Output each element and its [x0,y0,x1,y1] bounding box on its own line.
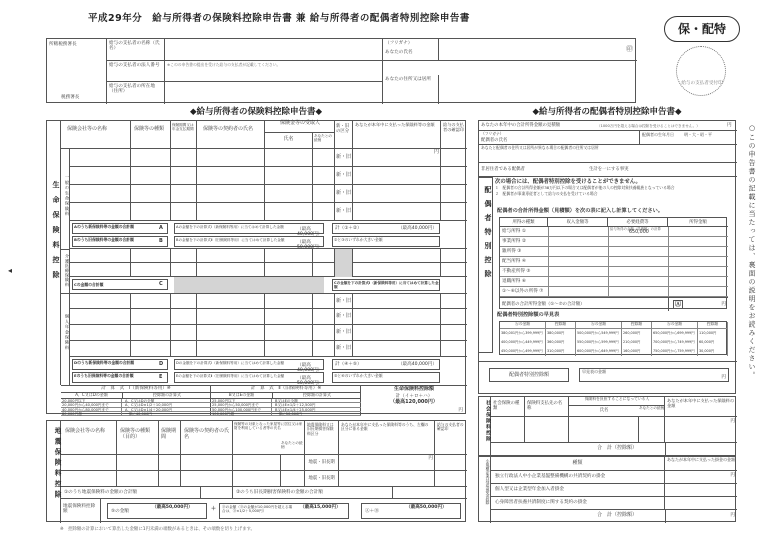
formula-calc: A、C又はD×1/4＋20,000円 [125,407,173,412]
table-row[interactable] [70,263,467,277]
income-kind-row[interactable] [500,277,728,287]
formula-amount: 50,000円から100,000円まで [212,408,272,412]
table-row[interactable]: 新・旧 [70,309,467,325]
general-entry-rows [70,149,467,221]
formula-calc: B又はE×1/4＋25,000円 [275,407,316,412]
income-kind-label: 事業所得 ② [502,239,526,244]
income-kind-row[interactable] [500,267,728,277]
formula-calc: 一律に50,000円 [275,411,302,416]
life-insurance-block [46,120,466,414]
table-row[interactable]: 独立行政法人中小企業基盤整備機構の共済契約の掛金 円 [491,471,737,484]
quick-table-cell: 700,000円から749,999円 [652,338,698,347]
quick-table-col: 控除額 [698,322,728,329]
income-kind-label: 給与所得 ① [502,229,526,234]
quick-table-cell: 30,000円 [698,347,728,356]
formula-amount: 25,000円から50,000円まで [212,403,272,407]
your-name-label: （フリガナ） あなたの氏名 [383,39,439,61]
table-row[interactable]: 新・旧 [70,203,467,221]
quick-table-cell: 210,000円 [622,338,652,347]
table-row[interactable]: 地震・旧長期 [61,471,467,487]
your-addr-label: あなたの住所又は居所 [383,75,439,104]
small-enterprise-block: 小規模企業共済等掛金控除 種類 あなたが本年中に支払った掛金の金額 独立行政法人中小企業基盤整備機構の共済契約の掛金 円 個人型又は企業型年金加入者掛金 心身障害者扶養共済制度に関する契約の掛金 合 計（控除額） 円 [478,456,736,522]
payer-addr-field[interactable] [165,82,383,104]
income-kind-row[interactable] [500,247,728,257]
quick-table-col: Ⓐの金額 [500,322,546,329]
quick-table-cell: 400,000円から449,999円 [500,338,546,347]
table-row[interactable]: 新・旧 [70,341,467,357]
quick-table-col: 控除額 [546,322,576,329]
your-addr-field[interactable] [439,75,637,104]
quick-table-col: 控除額 [622,322,652,329]
quick-table-cell: 360,000円 [546,338,576,347]
spouse-side-label: 配偶者特別控除 [479,177,493,353]
quick-table-header [500,322,728,329]
income-kind-row[interactable] [500,287,728,297]
spouse-block: 配偶者特別控除 あなたの本年中の合計所得金額の見積額 （1000万円を超える場合は控除を受けることはできません。） 円 （フリガナ） 配偶者の氏名 配偶者の生年月日 明・大・昭・平 あなたと配偶者の住所又は居所が異なる場合の配偶者の住所又は居所 非居住者である配偶者 生計を一にする事実 次の場合には、配偶者特別控除を受けることができません。 １ 配偶者の合計所得金額が38万円以下の場合又は配偶者が他の人の控除対象扶養親族となっている場合 ２ 配偶者が事業専従者として給与の支払を受けている場合 配偶者の合計所得金額（見積額）を次の表に記入し計算してください。 所得の種類 収入金額等 必要経費等 所得金額 給与所得 ① 給与所得の金額（見積額）の計算 650,000 事業所得 ② 雑所得 ③ 配当所得 ④ 不動産所得 ⑤ 退職所得 ⑥ ①～⑥以外の所得 ⑦ 配偶者の合計所得金額（①～⑦の合計額） Ⓐ 円 配偶者特別控除額の早見表 Ⓐの金額 控除額 Ⓐの金額 控除額 Ⓐの金額 控除額 380,001円から399,999円 380,000円 500,000円から549,999円 260,000円 650,000円から699,999円 110,000円 400,000円から449,999円 360,000円 550,000円から599,999円 210,000円 700,000円から749,999円 60,000円 450,000円から499,999円 310,000円 600,000円から649,999円 160,000円 750,000円から759,999円 30,000円 配偶者特別控除額 早見表の金額 円 [478,120,736,394]
quick-table-cell: 260,000円 [622,329,652,338]
general-life-label: 一般の生命保険料 [61,149,70,249]
formula-calc: B又はEの全額 [275,399,298,403]
table-row[interactable]: 新・旧 [70,325,467,341]
quick-table-cell: 110,000円 [698,329,728,338]
quick-table-cell: 750,000円から759,999円 [652,347,698,356]
care-label: 介護医療保険料 [61,249,70,293]
payer-addr-label: 給与の支払者の所在地（住所） [107,82,165,104]
quake-total-row: 地震保険料控除額 ⑤の金額 （最高50,000円） ＋ Ⓓの金額（Ⓓの金額が10,000円を超える場合は、Ⓓ×1/2＋5,000円） （最高15,000円） Ⓐ＋Ⓑ （最高50,000円） [61,499,467,523]
life-header-row: 保険会社等の名称 保険等の種類 保険期間又は年金支払期間 保険等の契約者の氏名 保険金等の受取人 氏名 あなたとの続柄 新・旧の区分 あなたが本年中に支払った保険料等の金額 給与の支払者の確認印 [61,121,467,149]
table-row[interactable]: 新・旧 円 [70,149,467,167]
formula-amount: 25,000円以下 [212,399,272,403]
social-insurance-block: 社会保険料控除 社会保険の種類 保険料支払先の名称 保険料を負担することになっている人 氏名 あなたとの続柄 あなたが本年中に支払った保険料の金額 円 合 計（控除額） [478,396,736,456]
income-kind-row[interactable] [500,227,728,237]
income-kind-label: 不動産所得 ⑤ [502,269,531,274]
salary-value: 650,000 [629,230,649,235]
quick-table-cell: 450,000円から499,999円 [500,347,546,356]
reception-stamp: 給与の支払者受付印 [676,46,726,96]
life-total: 生命保険料控除額 計（イ＋ロ＋ハ） （最高120,000円） 円 [390,386,463,413]
quake-side-label: 地震保険料控除 [47,421,61,523]
income-kind-label: ①～⑥以外の所得 ⑦ [502,289,544,294]
tax-office-cell: 所轄税務署長 税務署長 [47,39,107,104]
formula-calc: B又はE×1/2＋12,500円 [275,403,316,408]
formula-amount: 20,000円から40,000円まで [62,403,122,407]
payer-corp-field[interactable]: ※このの申告書の提出を受けた給与の支払者が記載してください。 [165,61,383,82]
table-row[interactable]: 心身障害者扶養共済制度に関する契約の掛金 [491,497,737,510]
table-row[interactable]: 新・旧 [70,293,467,309]
income-table: 所得の種類 収入金額等 必要経費等 所得金額 給与所得 ① 給与所得の金額（見積額）の計算 650,000 事業所得 ② 雑所得 ③ 配当所得 ④ 不動産所得 ⑤ 退職所得 ⑥ ①～⑥以外の所得 ⑦ 配偶者の合計所得金額（①～⑦の合計額） Ⓐ 円 [499,217,727,309]
form-title: 平成29年分 給与所得者の保険料控除申告書 兼 給与所得者の配偶者特別控除申告書 [88,13,470,24]
life-side-label: 生命保険料控除 [47,121,61,385]
income-kind-label: 退職所得 ⑥ [502,279,526,284]
formula-row [211,412,361,416]
quick-table-cell: 600,000円から649,999円 [576,347,622,356]
quick-table-cell: 550,000円から599,999円 [576,338,622,347]
your-name-field[interactable] [439,39,637,61]
table-row[interactable] [70,249,467,263]
spouse-section-title: ◆給与所得者の配偶者特別控除申告書◆ [532,107,682,117]
quick-table-cell: 160,000円 [622,347,652,356]
table-row[interactable]: 新・旧 [70,167,467,185]
payer-name-field[interactable] [165,39,383,61]
seal-mark: ㊞ [626,45,633,53]
quick-table-cell: 60,000円 [698,338,728,347]
quick-table-cell: 650,000円から699,999円 [652,329,698,338]
formula-calc: A、C又はD×1/2＋10,000円 [125,403,173,408]
table-row[interactable]: 円 [491,417,737,443]
quick-table-cell: 310,000円 [546,347,576,356]
quick-table-col: Ⓐの金額 [652,322,698,329]
formula-calc: 一律に40,000円 [125,411,152,416]
formula-block: 計 算 式 Ⅰ（新保険料等用）※ A、C又はDの金額 控除額の計算式 20,000円以下 A、C又はDの全額 20,000円から40,000円まで A、C又はD×1/2＋10,000円 40,000円から80,000円まで A、C又はD×1/4＋20,000円 80,000円超 一律に40,000円 計 算 式 Ⅱ（旧保険料等用）※ B又はEの金額 控除額の計算式 25,000円以下 B又はEの全額 25,000円から50,000円まで B又はE×1/2＋12,500円 50,000円から100,000円まで B又はE×1/4＋25,000円 100,000円超 一律に50,000円 生命保険料控除額 計（イ＋ロ＋ハ） （最高120,000円） 円 [61,385,467,415]
income-kind-label: 雑所得 ③ [502,249,522,254]
general-subtotal: Aのうち新保険料等の金額の合計額 A Bのうち旧保険料等の金額の合計額 B Aの金額を下の計算式Ⅰ（新保険料等用）に当てはめて計算した金額 （最高40,000円） Bの金額を下の計算式Ⅱ（旧保険料等用）に当てはめて計算した金額 （最高50,000円） 計（①＋②） （最高40,000円） ②と③のいずれか大きい金額 [70,221,467,249]
formula-amount: 80,000円超 [62,412,122,416]
payer-name-label: 給与の支払者の名称（氏名） [107,39,165,61]
salary-note: 給与所得の金額（見積額）の計算 [610,227,661,231]
table-row[interactable]: 個人型又は企業型年金加入者掛金 [491,484,737,497]
insurance-section-title: ◆給与所得者の保険料控除申告書◆ [189,107,323,117]
formula-row [61,412,211,416]
spouse-conditions: 次の場合には、配偶者特別控除を受けることができません。 １ 配偶者の合計所得金額が38万円以下の場合又は配偶者が他の人の控除対象扶養親族となっている場合 ２ 配偶者が事業専従者として給与の支払を受けている場合 [495,179,675,196]
income-kind-row[interactable] [500,237,728,247]
pension-rows: 新・旧 新・旧 新・旧 新・旧 Dのうち新保険料等の金額の合計額 D Eのうち旧保険料等の金額の合計額 E Dの金額を下の計算式Ⅰ（新保険料等用）に当てはめて計算した金額 （最高40,000円） Eの金額を下の計算式Ⅱ（旧保険料等用）に当てはめて計算した金額 （最高50,000円） 計（④＋⑤） （最高40,000円） ⑤と⑥のいずれか大きい金額 [70,293,467,385]
formula-amount: 100,000円超 [212,412,272,416]
side-note: ○この申告書の記載に当たっては、裏面の説明をお読みください。 [748,124,756,380]
header-block [46,38,636,103]
formula-amount: 40,000円から80,000円まで [62,408,122,412]
quick-table-cell: 500,000円から549,999円 [576,329,622,338]
income-kind-label: 配当所得 ④ [502,259,526,264]
form-badge: 保・配特 [664,16,740,42]
formula-amount: 20,000円以下 [62,399,122,403]
arrow-marker-icon: ◂ [8,266,13,275]
footnote: ※ 控除額の計算において算出した金額に1円未満の端数があるときは、その端数を切り上げます。 [60,527,255,532]
quick-table-col: Ⓐの金額 [576,322,622,329]
earthquake-block: 地震保険料控除 保険会社等の名称 保険等の種類（目的） 保険期間 保険等の契約者の氏名 保険等の対象となった家屋等に居住又は家財を利用している者等の氏名 あなたとの続柄 地震保険料又は旧長期損害保険料区分 あなたが本年中に支払った保険料等のうち、左欄の区分に係る金額 給与の支払者の確認印 地震・旧長期 円 地震・旧長期 ①のうち地震保険料の金額の合計額 ②のうち旧長期損害保険料の金額の合計額 地震保険料控除額 ⑤の金額 （最高50,000円） ＋ Ⓓの金額（Ⓓの金額が10,000円を超える場合は、Ⓓ×1/2＋5,000円） （最高15,000円） Ⓐ＋Ⓑ （最高50,000円） [46,420,466,522]
payer-corp-label: 給与の支払者の法人番号 [107,61,165,82]
quake-header-row: 保険会社等の名称 保険等の種類（目的） 保険期間 保険等の契約者の氏名 保険等の対象となった家屋等に居住又は家財を利用している者等の氏名 あなたとの続柄 地震保険料又は旧長期損害保険料区分 あなたが本年中に支払った保険料等のうち、左欄の区分に係る金額 給与の支払者の確認印 [61,421,467,455]
table-row[interactable]: 地震・旧長期 円 [61,455,467,471]
income-kind-row[interactable] [500,257,728,267]
care-rows: Cの金額の合計額 C Cの金額を下の計算式Ⅰ（新保険料等用）に当てはめて計算した金額 [70,249,467,293]
quick-table-cell: 380,001円から399,999円 [500,329,546,338]
quick-table-cell: 380,000円 [546,329,576,338]
formula-calc: A、C又はDの全額 [125,399,155,403]
quick-table [499,321,727,355]
table-row[interactable]: 新・旧 [70,185,467,203]
pension-label: 個人年金保険料 [61,293,70,385]
